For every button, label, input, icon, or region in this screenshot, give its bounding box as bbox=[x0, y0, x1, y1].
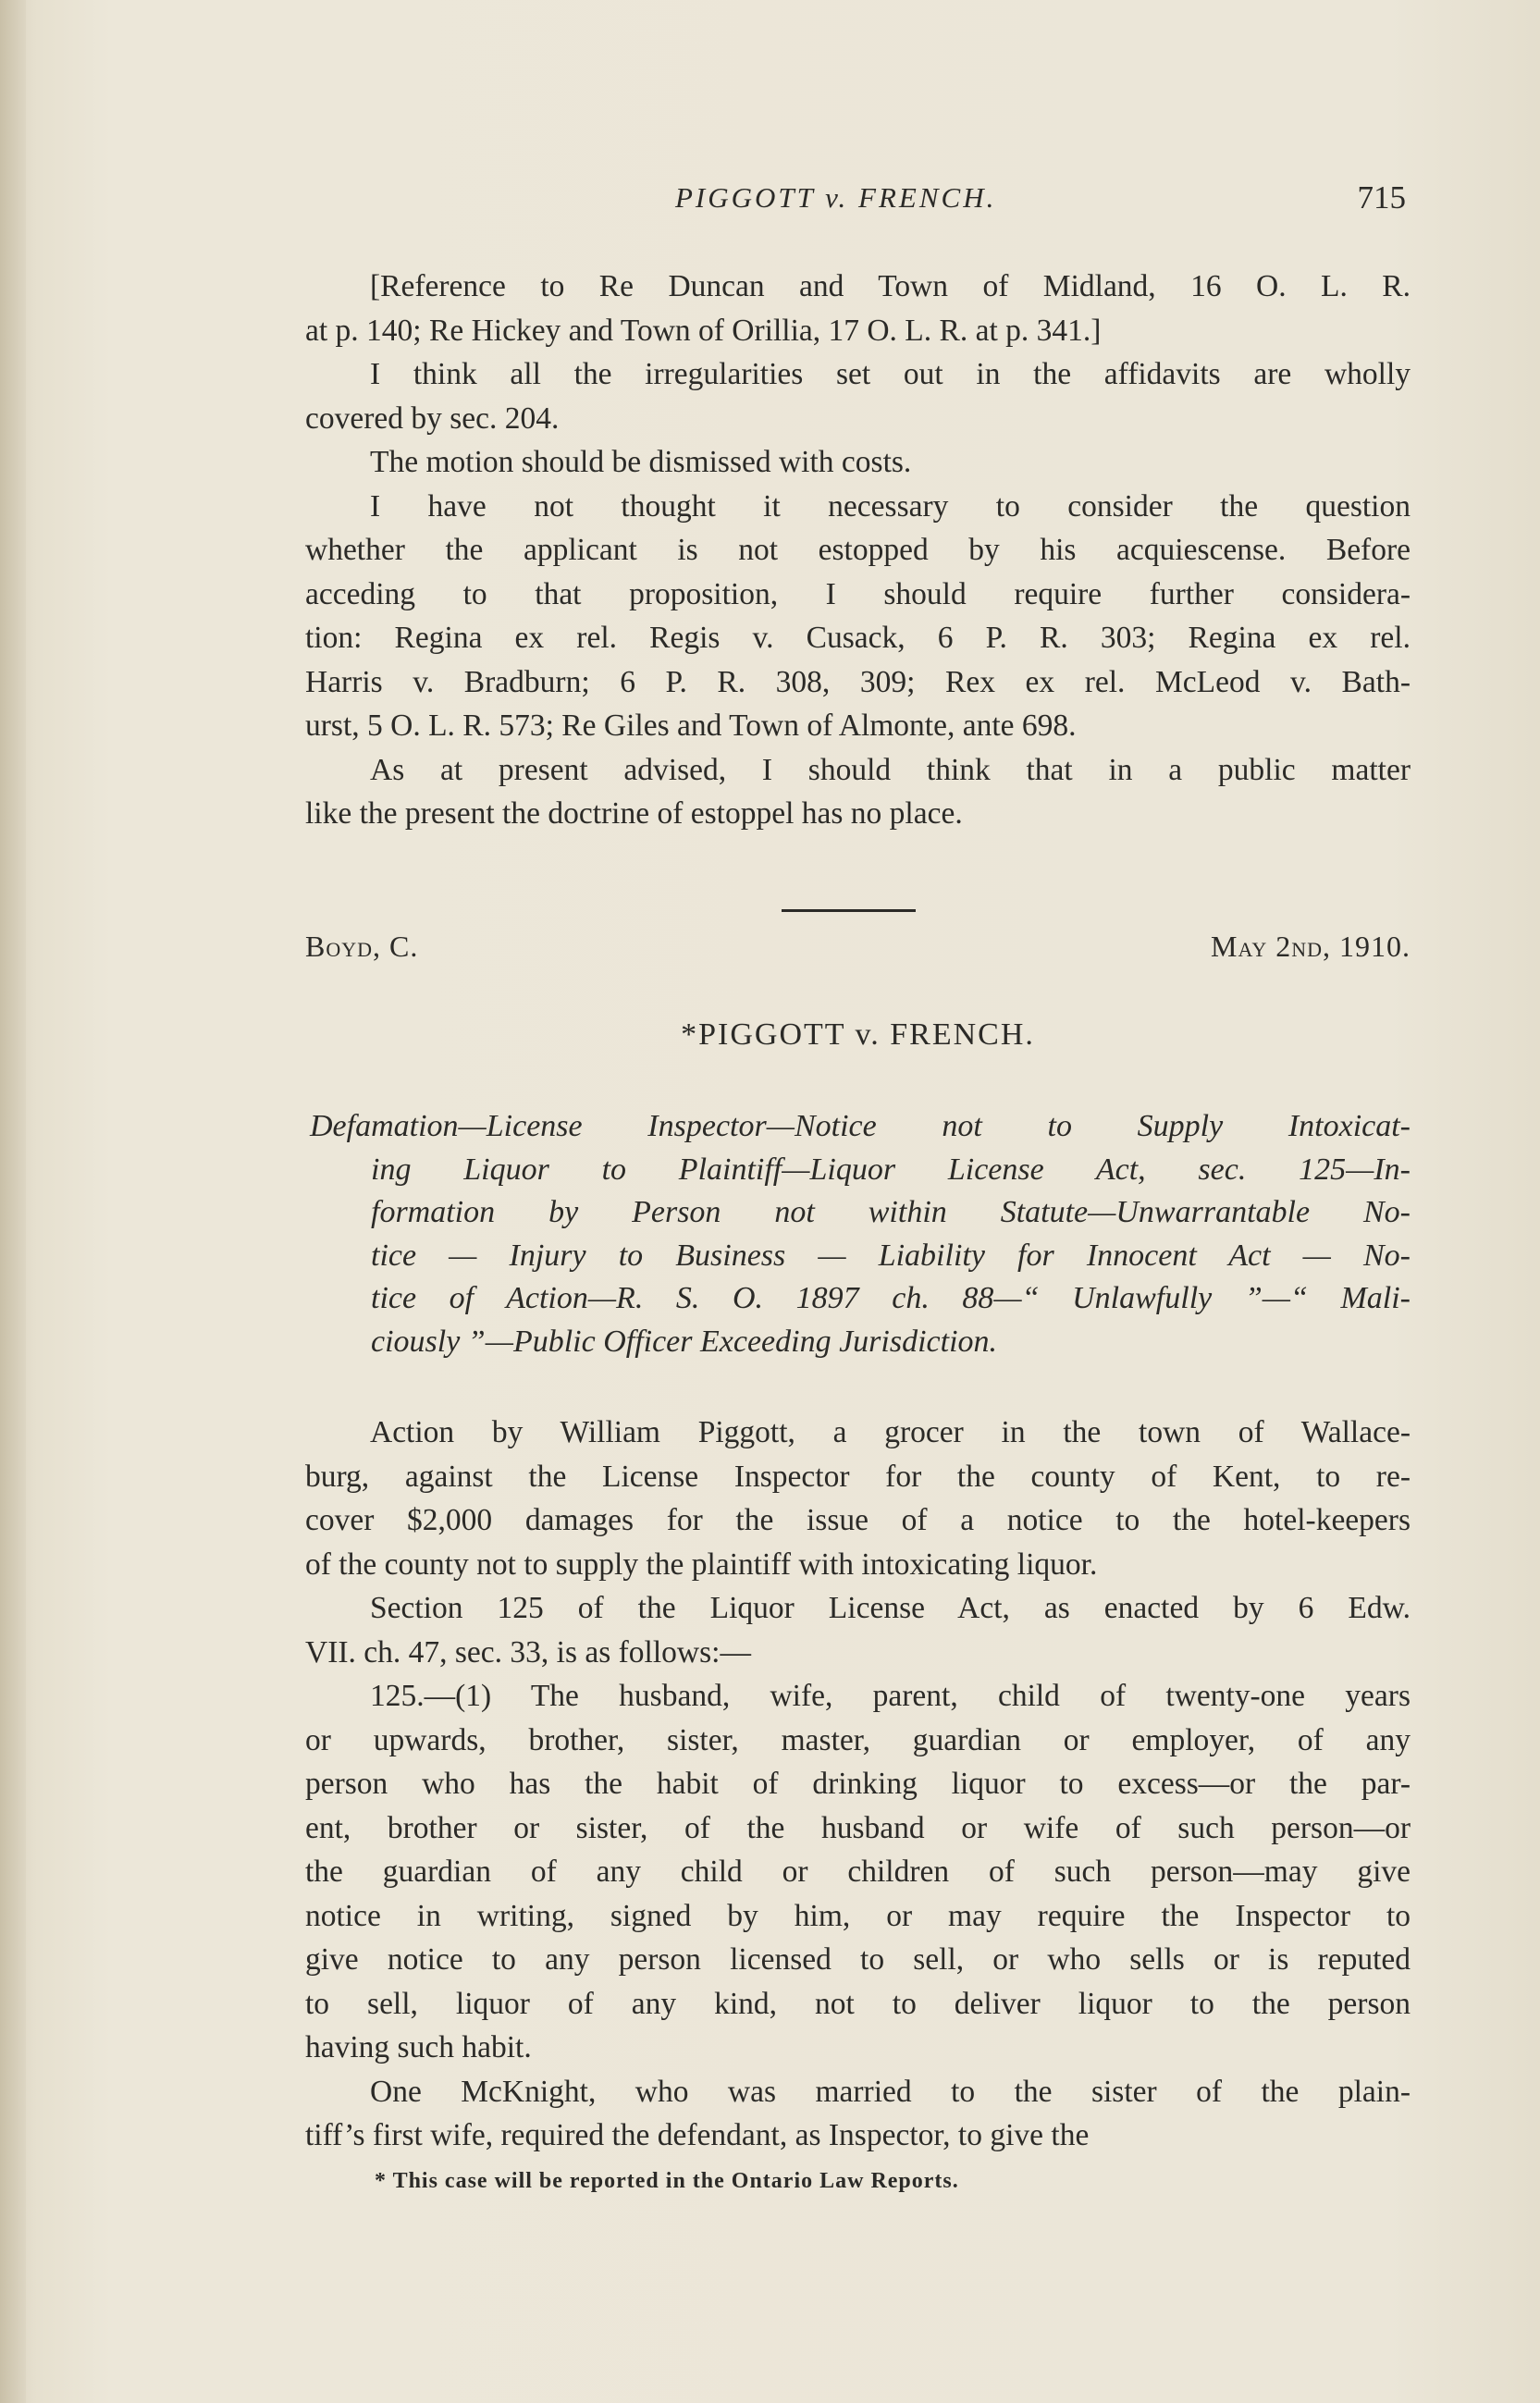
decision-date: May 2nd, 1910. bbox=[1211, 930, 1411, 963]
text-line: ent, brother or sister, of the husband or wife of such person—or bbox=[305, 1810, 1411, 1845]
running-head-title: PIGGOTT v. FRENCH. bbox=[675, 181, 997, 214]
opinion-text-block bbox=[305, 265, 1411, 836]
text-line: As at present advised, I should think that in a public matter bbox=[370, 752, 1411, 787]
text-line: covered by sec. 204. bbox=[305, 400, 560, 436]
text-line: or upwards, brother, sister, master, guardian or employer, of any bbox=[305, 1722, 1411, 1757]
text-line: VII. ch. 47, sec. 33, is as follows:— bbox=[305, 1634, 751, 1670]
headnote-line: tice of Action—R. S. O. 1897 ch. 88—“ Unlawfully ”—“ Mali- bbox=[371, 1281, 1411, 1315]
text-line: One McKnight, who was married to the sister of the plain- bbox=[370, 2074, 1411, 2109]
case-title: *PIGGOTT v. FRENCH. bbox=[681, 1017, 1035, 1052]
judge-date-line bbox=[305, 930, 1411, 976]
headnote-line: ciously ”—Public Officer Exceeding Jurisdiction. bbox=[371, 1324, 998, 1359]
judge-name: Boyd, C. bbox=[305, 930, 419, 963]
text-line: Action by William Piggott, a grocer in the town of Wallace- bbox=[370, 1415, 1411, 1449]
text-line: Section 125 of the Liquor License Act, as enacted by 6 Edw. bbox=[370, 1591, 1411, 1625]
text-line: acceding to that proposition, I should require further considera- bbox=[305, 576, 1411, 611]
footnote: * This case will be reported in the Ontario Law Reports. bbox=[375, 2169, 959, 2193]
paragraph bbox=[305, 1411, 1411, 1586]
text-line: burg, against the License Inspector for the county of Kent, to re- bbox=[305, 1459, 1411, 1494]
page-spine-shadow bbox=[0, 0, 26, 2403]
text-line: give notice to any person licensed to sell, or who sells or is reputed bbox=[305, 1942, 1411, 1977]
running-head bbox=[296, 181, 1406, 228]
case-statement-text-block bbox=[305, 1411, 1411, 2158]
text-line: of the county not to supply the plaintiff with intoxicating liquor. bbox=[305, 1547, 1098, 1582]
text-line: urst, 5 O. L. R. 573; Re Giles and Town of Almonte, ante 698. bbox=[305, 709, 1077, 743]
text-line: I think all the irregularities set out in the affidavits are wholly bbox=[370, 357, 1411, 391]
text-line: 125.—(1) The husband, wife, parent, child of twenty-one years bbox=[370, 1679, 1411, 1713]
text-line: cover $2,000 damages for the issue of a notice to the hotel-keepers bbox=[305, 1503, 1411, 1537]
text-line: having such habit. bbox=[305, 2030, 532, 2064]
section-divider-rule bbox=[782, 909, 916, 912]
text-line: tion: Regina ex rel. Regis v. Cusack, 6 P. R. 303; Regina ex rel. bbox=[305, 621, 1411, 655]
text-line: Harris v. Bradburn; 6 P. R. 308, 309; Rex ex rel. McLeod v. Bath- bbox=[305, 664, 1411, 699]
text-line: whether the applicant is not estopped by his acquiescense. Before bbox=[305, 533, 1411, 567]
text-line: like the present the doctrine of estoppel has no place. bbox=[305, 796, 963, 831]
text-line: to sell, liquor of any kind, not to deliver liquor to the person bbox=[305, 1986, 1411, 2021]
paragraph bbox=[305, 440, 1411, 485]
paragraph bbox=[305, 1674, 1411, 2070]
page-number: 715 bbox=[1357, 179, 1406, 216]
text-line: The motion should be dismissed with costs. bbox=[370, 445, 912, 479]
headnote-line: ing Liquor to Plaintiff—Liquor License Act, sec. 125—In- bbox=[371, 1152, 1411, 1187]
text-line: tiff’s first wife, required the defendant, as Inspector, to give the bbox=[305, 2118, 1090, 2152]
text-line: I have not thought it necessary to consider the question bbox=[370, 488, 1411, 524]
text-line: [Reference to Re Duncan and Town of Midland, 16 O. L. R. bbox=[370, 269, 1411, 303]
headnote-catchwords bbox=[310, 1105, 1411, 1363]
text-line: the guardian of any child or children of such person—may give bbox=[305, 1855, 1411, 1889]
text-line: notice in writing, signed by him, or may require the Inspector to bbox=[305, 1898, 1411, 1933]
paragraph bbox=[305, 485, 1411, 748]
headnote-line: tice — Injury to Business — Liability for Innocent Act — No- bbox=[371, 1238, 1411, 1273]
text-line: person who has the habit of drinking liquor to excess—or the par- bbox=[305, 1767, 1411, 1801]
headnote-line: formation by Person not within Statute—Unwarrantable No- bbox=[371, 1195, 1411, 1229]
paragraph bbox=[305, 352, 1411, 440]
paragraph bbox=[305, 265, 1411, 352]
paragraph bbox=[305, 2070, 1411, 2158]
paragraph bbox=[305, 748, 1411, 836]
headnote-line: Defamation—License Inspector—Notice not to Supply Intoxicat- bbox=[310, 1109, 1411, 1143]
paragraph bbox=[305, 1586, 1411, 1674]
text-line: at p. 140; Re Hickey and Town of Orillia, 17 O. L. R. at p. 341.] bbox=[305, 313, 1102, 348]
